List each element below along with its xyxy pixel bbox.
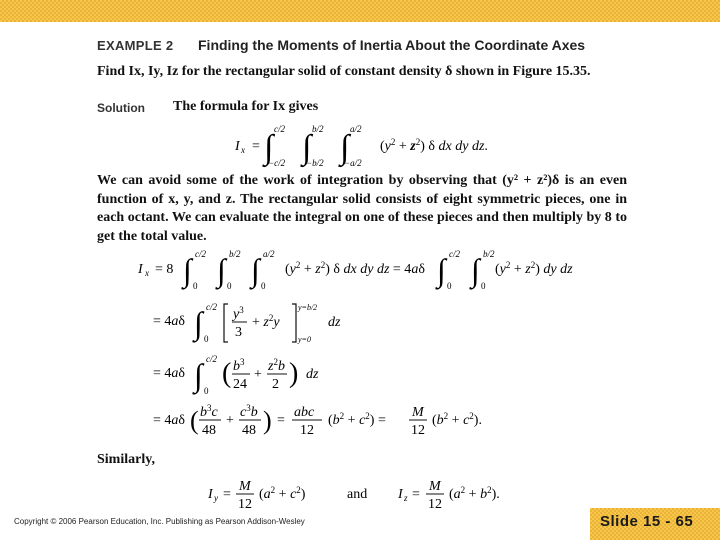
svg-text:= 4aδ: = 4aδ	[153, 366, 186, 381]
svg-text:0: 0	[447, 281, 452, 291]
svg-text:I: I	[398, 487, 403, 502]
svg-text:∫: ∫	[471, 252, 480, 288]
solution-intro: The formula for Ix gives	[173, 99, 319, 114]
example-title: Finding the Moments of Inertia About the Coordinate Axes	[198, 37, 586, 53]
svg-text:abc: abc	[294, 405, 315, 420]
equation-step-substituted	[150, 350, 370, 398]
svg-text:M: M	[412, 405, 424, 420]
svg-text:+ z2y: + $z^2y$	[252, 313, 280, 330]
svg-text:c/2: c/2	[195, 249, 206, 259]
svg-text:48: 48	[242, 423, 256, 438]
svg-text:0: 0	[227, 281, 232, 291]
svg-text:z: z	[404, 493, 408, 503]
example-label: EXAMPLE 2	[97, 38, 174, 53]
svg-text:c/2: c/2	[449, 249, 460, 259]
svg-text:c/2: c/2	[206, 354, 217, 364]
svg-text:a/2: a/2	[263, 249, 275, 259]
svg-text:b3: $b^3$	[233, 357, 245, 374]
svg-text:(: (	[190, 406, 199, 435]
svg-text:+: +	[226, 413, 234, 428]
svg-text:=: =	[223, 487, 231, 502]
svg-text:−a/2: −a/2	[344, 158, 362, 168]
svg-text:=: =	[277, 413, 285, 428]
svg-text:(: (	[222, 358, 232, 389]
solution-label: Solution	[97, 101, 145, 115]
svg-text:−b/2: −b/2	[306, 158, 324, 168]
svg-text:= 8: = 8	[155, 262, 174, 277]
equation-iy-iz	[205, 476, 525, 516]
svg-text:(y2 + z2) δ dx dy dz = 4aδ: $(y^2 + z^2)$ δ dx dy dz = 4aδ	[285, 260, 425, 277]
svg-text:= 4aδ: = 4aδ	[153, 314, 186, 329]
svg-text:0: 0	[481, 281, 486, 291]
svg-text:∫: ∫	[340, 129, 350, 166]
svg-text:x: x	[241, 145, 245, 155]
svg-text:0: 0	[193, 281, 198, 291]
svg-text:∫: ∫	[251, 252, 260, 288]
svg-text:=: =	[412, 487, 420, 502]
svg-text:12: 12	[428, 497, 442, 512]
svg-text:12: 12	[300, 423, 314, 438]
svg-text:c/2: c/2	[206, 302, 217, 312]
svg-text:= 4aδ: = 4aδ	[153, 413, 186, 428]
svg-text:y=0: y=0	[298, 335, 311, 344]
svg-text:I: I	[208, 487, 213, 502]
svg-text:(a2 + b2).: $(a^2 + b^2)$.	[449, 485, 500, 502]
svg-text:−c/2: −c/2	[268, 158, 286, 168]
svg-text:dz: dz	[306, 367, 319, 382]
slide-number: Slide 15 - 65	[600, 513, 694, 530]
svg-text:(b2 + c2).: $(b^2 + c^2)$.	[432, 411, 482, 428]
svg-text:M: M	[239, 479, 251, 494]
svg-text:0: 0	[204, 386, 209, 396]
svg-text:0: 0	[261, 281, 266, 291]
svg-text:M: M	[429, 479, 441, 494]
copyright-notice: Copyright © 2006 Pearson Education, Inc. Publishing as Pearson Addison-Wesley	[14, 517, 305, 526]
svg-text:+: +	[254, 367, 262, 382]
svg-text:(a2 + c2): $(a^2 + c^2)$	[259, 485, 306, 502]
svg-text:(y2 + z2) δ dx dy dz.: $(y^2 + z^2)$ δ dx dy dz.	[380, 137, 488, 154]
svg-text:∫: ∫	[437, 252, 446, 288]
svg-text:c/2: c/2	[274, 124, 285, 134]
svg-text:I: I	[138, 262, 143, 277]
svg-text:12: 12	[238, 497, 252, 512]
svg-text:y: y	[214, 493, 218, 503]
svg-text:(b2 + c2) =: $(b^2 + c^2)$ =	[328, 411, 386, 428]
top-banner	[0, 0, 720, 22]
svg-text:∫: ∫	[194, 357, 203, 393]
svg-text:24: 24	[233, 377, 247, 392]
svg-text:c3b: $c^3b$	[240, 403, 258, 420]
svg-text:∫: ∫	[264, 129, 274, 166]
svg-text:=: =	[252, 139, 260, 154]
equation-step-bracket	[150, 298, 370, 346]
svg-text:∫: ∫	[194, 305, 203, 341]
svg-text:2: 2	[272, 377, 279, 392]
svg-text:dz: dz	[328, 315, 341, 330]
svg-text:): )	[289, 358, 299, 389]
svg-text:b/2: b/2	[229, 249, 241, 259]
svg-text:∫: ∫	[183, 252, 192, 288]
svg-text:y3: $y^3$	[233, 305, 244, 322]
svg-text:12: 12	[411, 423, 425, 438]
svg-text:0: 0	[204, 334, 209, 344]
svg-text:3: 3	[235, 325, 242, 340]
svg-text:z2b: $z^2b$	[268, 357, 285, 374]
problem-statement: Find Ix, Iy, Iz for the rectangular solid of constant density δ shown in Figure 15.35.	[97, 64, 591, 79]
svg-text:∫: ∫	[302, 129, 312, 166]
svg-text:b/2: b/2	[312, 124, 324, 134]
svg-text:): )	[263, 406, 272, 435]
svg-text:(y2 + z2) dy dz: $(y^2 + z^2)$ dy dz	[495, 260, 573, 277]
svg-text:and: and	[347, 487, 368, 502]
svg-text:48: 48	[202, 423, 216, 438]
equation-ix-result	[150, 400, 510, 442]
svg-text:∫: ∫	[217, 252, 226, 288]
svg-text:b/2: b/2	[483, 249, 495, 259]
similarly-label: Similarly,	[97, 452, 155, 467]
equation-ix-octant	[135, 245, 595, 293]
svg-text:y=b/2: y=b/2	[298, 303, 318, 312]
svg-text:b3c: $b^3c$	[200, 403, 218, 420]
equation-ix-definition	[230, 120, 500, 168]
svg-text:x: x	[145, 268, 149, 278]
svg-text:a/2: a/2	[350, 124, 362, 134]
symmetry-paragraph: We can avoid some of the work of integration by observing that (y² + z²)δ is an even function of x, y, and z. The rectangular solid consists of eight symmetric pieces, one in each octant. We can evaluate the integral on one of these pieces and then multiply by 8 to get the total value.	[97, 173, 627, 244]
svg-text:I: I	[235, 139, 240, 154]
